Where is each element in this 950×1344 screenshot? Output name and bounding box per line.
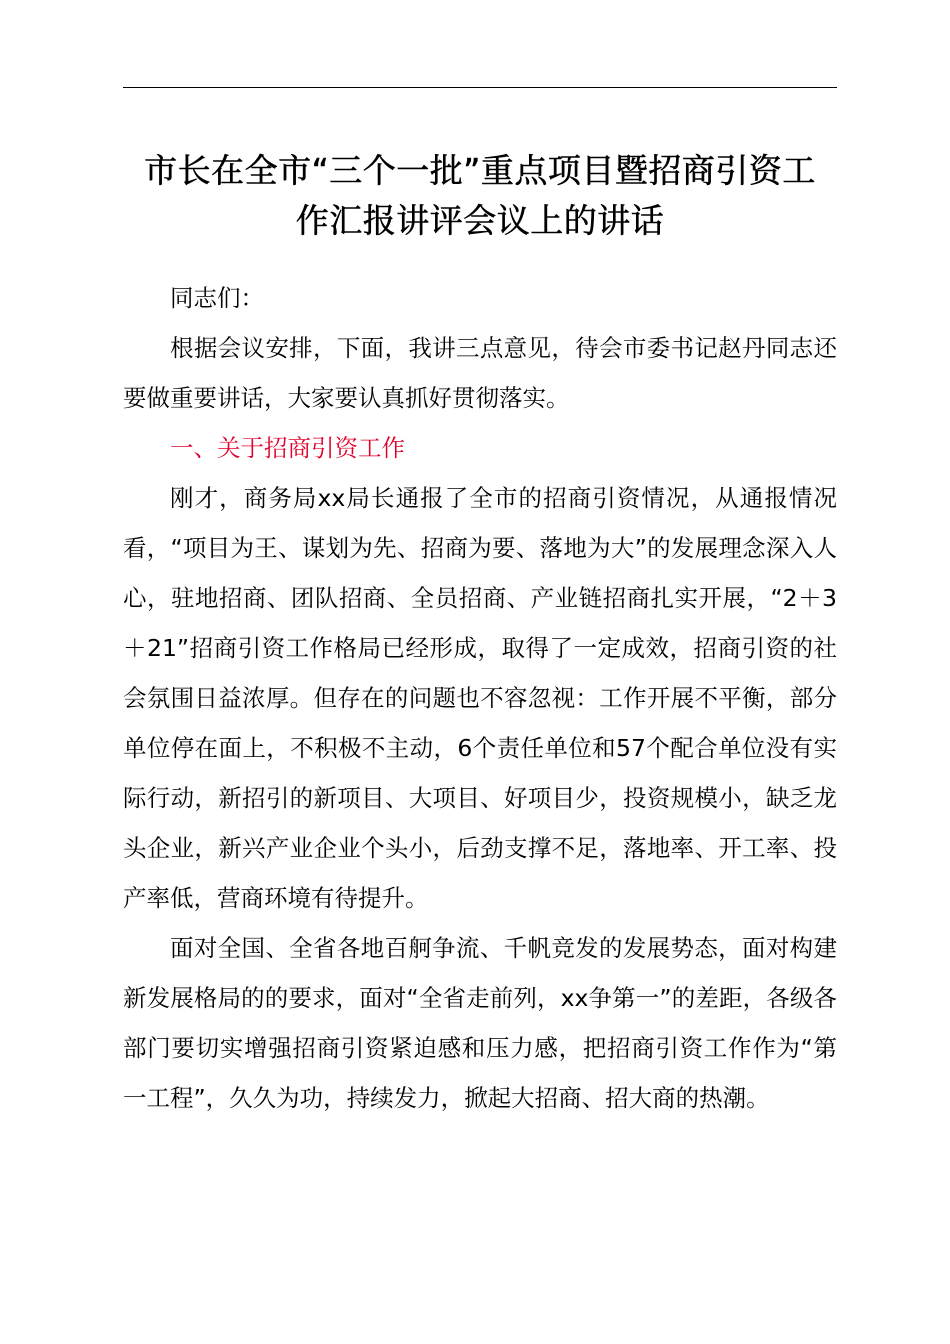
document-title	[118, 146, 842, 246]
intro-paragraph: 根据会议安排，下面，我讲三点意见，待会市委书记赵丹同志还要做重要讲话，大家要认真抓好贯彻落实。	[123, 334, 837, 412]
document-body	[123, 273, 837, 1123]
title-line-1: 市长在全市“三个一批”重点项目暨招商引资工	[144, 151, 816, 190]
header-rule	[123, 87, 837, 88]
title-line-2: 作汇报讲评会议上的讲话	[295, 201, 665, 240]
salutation: 同志们：	[170, 284, 264, 312]
section-heading-1: 一、关于招商引资工作	[170, 434, 405, 462]
body-paragraph-1: 刚才，商务局xx局长通报了全市的招商引资情况，从通报情况看，“项目为王、谋划为先、招商为要、落地为大”的发展理念深入人心，驻地招商、团队招商、全员招商、产业链招商扎实开展，“2＋3＋21”招商引资工作格局已经形成，取得了一定成效，招商引资的社会氛围日益浓厚。但存在的问题也不容忽视：工作开展不平衡，部分单位停在面上，不积极不主动，6个责任单位和57个配合单位没有实际行动，新招引的新项目、大项目、好项目少，投资规模小，缺乏龙头企业，新兴产业企业个头小，后劲支撑不足，落地率、开工率、投产率低，营商环境有待提升。	[123, 484, 837, 912]
body-paragraph-2: 面对全国、全省各地百舸争流、千帆竞发的发展势态，面对构建新发展格局的的要求，面对“全省走前列，xx争第一”的差距，各级各部门要切实增强招商引资紧迫感和压力感，把招商引资工作作为“第一工程”，久久为功，持续发力，掀起大招商、招大商的热潮。	[123, 934, 837, 1112]
